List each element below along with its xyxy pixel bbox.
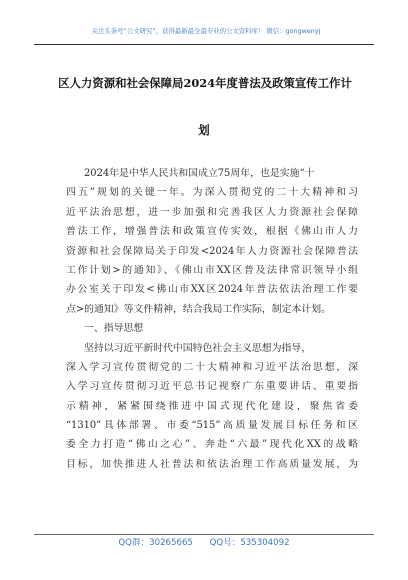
body-line: 目标，加快推进人社普法和依法治理工作高质量发展，为 <box>66 458 358 470</box>
body-line: 入学习宣传贯彻习近平总书记视察广东重要讲话、重要指 <box>66 381 358 393</box>
document-title-continued: 划 <box>198 123 210 137</box>
footer-divider <box>34 534 374 535</box>
body-line: 四五”规划的关键一年。为深入贯彻党的二十大精神和习 <box>66 187 358 199</box>
body-line: “1310”具体部署、市委“515”高质量发展目标任务和区 <box>66 420 358 432</box>
body-line: 示精神，紧紧围绕推进中国式现代化建设，聚焦省委 <box>66 400 358 412</box>
qq-group-number: QQ群：30265665 <box>118 538 193 548</box>
qq-account-number: QQ号：535304092 <box>209 538 290 548</box>
body-line: 资源和社会保障局关于印发<2024年人力资源社会保障普法 <box>66 245 358 257</box>
body-line: 委全力打造“佛山之心”、奔赴“六最”现代化XX的战略 <box>66 439 358 451</box>
section-heading: 一、指导思想 <box>84 323 144 335</box>
body-line: 普法工作，增强普法和政策宣传实效，根据《佛山市人力 <box>66 226 358 238</box>
body-line: 近平法治思想，进一步加强和完善我区人力资源社会保障 <box>66 206 358 218</box>
document-body <box>66 164 358 474</box>
body-line: 深入学习宣传贯彻党的二十大精神和习近平法治思想，深 <box>66 361 358 373</box>
document-title: 区人力资源和社会保障局2024年度普法及政策宣传工作计 <box>58 76 352 90</box>
promo-banner: 关注头条号“公文研究”，获得最新最全最专业的公文资料库！ 微信：gongwenyj <box>91 27 321 35</box>
header-divider <box>34 44 374 45</box>
body-line: 点>的通知》等文件精神，结合我局工作实际，制定本计划。 <box>66 303 332 315</box>
footer <box>0 536 408 548</box>
body-line: 2024年是中华人民共和国成立75周年，也是实施“十 <box>84 168 315 179</box>
body-line: 工作计划>的通知》、《佛山市XX区普及法律常识领导小组 <box>66 264 358 276</box>
body-line: 坚持以习近平新时代中国特色社会主义思想为指导， <box>84 342 312 354</box>
body-line: 办公室关于印发<佛山市XX区2024年普法依法治理工作要 <box>66 284 358 296</box>
